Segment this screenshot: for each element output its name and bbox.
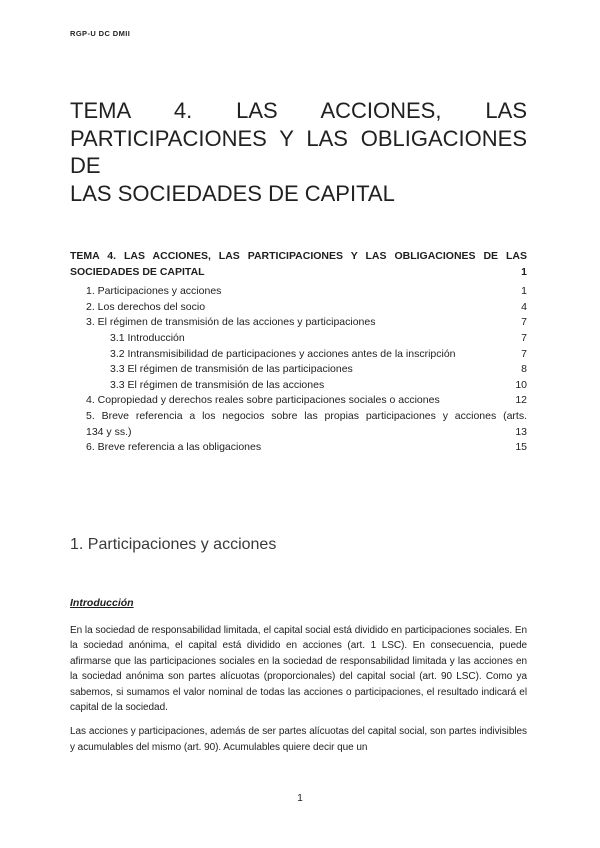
- toc-heading-line-2: [70, 265, 527, 281]
- toc-entry-page-number: 8: [521, 363, 527, 376]
- toc-entry-page-number: 13: [515, 425, 527, 438]
- toc-entry-text: 3.3 El régimen de transmisión de las participaciones: [110, 363, 353, 376]
- toc-entry-page-number: 4: [521, 300, 527, 313]
- body-paragraph: Las acciones y participaciones, además de ser partes alícuotas del capital social, son partes indivisibles y acumulables del mismo (art. 90). Acumulables quiere decir que un: [70, 726, 527, 753]
- toc-entry-text: 6. Breve referencia a las obligaciones: [86, 441, 262, 454]
- toc-entry-text: 3.3 El régimen de transmisión de las acciones: [110, 378, 325, 391]
- toc-entry-text: 3.1 Introducción: [110, 331, 185, 344]
- toc-entry-text: 4. Copropiedad y derechos reales sobre participaciones sociales o acciones: [86, 394, 440, 407]
- toc-entry-page-number: 7: [521, 316, 527, 329]
- toc-entry-text: 134 y ss.): [86, 425, 132, 438]
- toc-entry-page-number: 12: [515, 394, 527, 407]
- toc-entry: [70, 331, 527, 347]
- body-text: [70, 623, 527, 755]
- title-line-3: LAS SOCIEDADES DE CAPITAL: [70, 180, 395, 206]
- toc-entry-text: 3.2 Intransmisibilidad de participaciones y acciones antes de la inscripción: [110, 347, 456, 360]
- toc-entry-text: 2. Los derechos del socio: [86, 300, 206, 313]
- toc-heading-page-number: 1: [521, 265, 527, 278]
- toc-entry: [70, 284, 527, 300]
- toc-entry-page-number: 7: [521, 331, 527, 344]
- toc-entry: [70, 315, 527, 331]
- toc-heading-text: SOCIEDADES DE CAPITAL: [70, 265, 205, 278]
- toc-entry-page-number: 7: [521, 347, 527, 360]
- section-heading: 1. Participaciones y acciones: [70, 536, 277, 553]
- toc-entry: [70, 378, 527, 394]
- toc-entry-text: 3. El régimen de transmisión de las acciones y participaciones: [86, 316, 376, 329]
- toc-entry: [70, 393, 527, 409]
- toc-entry-page-number: 10: [515, 378, 527, 391]
- header-doc-code: RGP-U DC DMII: [70, 29, 131, 38]
- toc-entry: [70, 347, 527, 363]
- section-subheading: Introducción: [70, 597, 134, 609]
- toc-entry: [70, 440, 527, 456]
- document-title: [70, 97, 527, 207]
- toc-entry: [70, 362, 527, 378]
- toc-entry-page-number: 15: [515, 441, 527, 454]
- table-of-contents: [70, 249, 527, 456]
- toc-heading-line-1: TEMA 4. LAS ACCIONES, LAS PARTICIPACIONES Y LAS OBLIGACIONES DE LAS: [70, 250, 527, 262]
- toc-entry-wrapped-line-1: 5. Breve referencia a los negocios sobre las propias participaciones y acciones (arts.: [86, 409, 527, 422]
- title-line-1: TEMA 4. LAS ACCIONES, LAS: [70, 98, 527, 123]
- toc-entry-text: 1. Participaciones y acciones: [86, 285, 222, 298]
- toc-entries: [70, 284, 527, 456]
- body-paragraph: En la sociedad de responsabilidad limitada, el capital social está dividido en participaciones sociales. En la sociedad anónima, el capital está dividido en acciones (art. 1 LSC). En consecuencia, puede afirmarse que las participaciones sociales en la sociedad de responsabilidad limitada y las acciones en la sociedad anónima son partes alícuotas (proporcionales) del capital social (art. 90 LSC). Como ya sabemos, si sumamos el valor nominal de todas las acciones o participaciones, el resultado indicará el capital de la sociedad.: [70, 625, 527, 714]
- toc-heading: [70, 249, 527, 280]
- toc-entry: [70, 300, 527, 316]
- toc-entry-page-number: 1: [521, 285, 527, 298]
- footer-page-number: 1: [297, 793, 303, 804]
- toc-entry-wrapped-line-2: [70, 425, 527, 441]
- title-line-2: PARTICIPACIONES Y LAS OBLIGACIONES DE: [70, 125, 527, 178]
